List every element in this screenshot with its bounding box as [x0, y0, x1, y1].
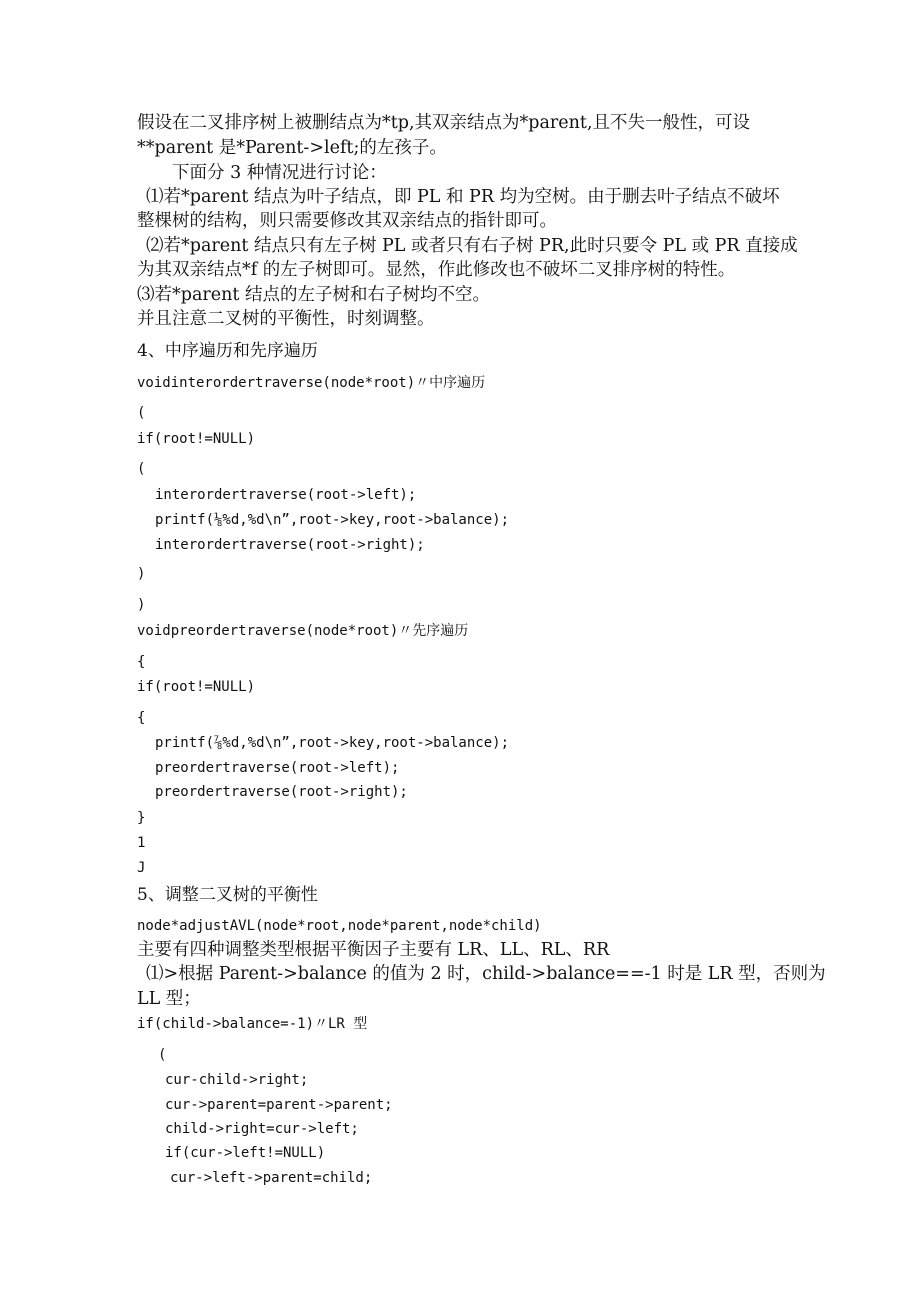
paragraph-line: 主要有四种调整类型根据平衡因子主要有 LR、LL、RL、RR [137, 940, 610, 960]
code-line: ) [137, 597, 146, 613]
code-line: } [137, 810, 146, 826]
code-line: interordertraverse(root->left); [155, 487, 417, 503]
code-line: if(child->balance=-1)〃LR 型 [137, 1016, 368, 1032]
code-line: ) [137, 566, 146, 582]
code-line: if(root!=NULL) [137, 679, 256, 695]
code-line: preordertraverse(root->right); [155, 784, 408, 800]
code-line: node*adjustAVL(node*root,node*parent,node*child) [137, 918, 542, 934]
code-line: printf(⅛%d,%d\n”,root->key,root->balance); [155, 512, 510, 528]
code-line: J [137, 860, 146, 876]
code-line: interordertraverse(root->right); [155, 537, 425, 553]
code-line: 1 [137, 835, 146, 851]
code-line: ( [137, 461, 146, 477]
paragraph-line: 并且注意二叉树的平衡性，时刻调整。 [137, 309, 435, 329]
code-line: if(cur->left!=NULL) [165, 1145, 326, 1161]
code-line: cur->parent=parent->parent; [165, 1097, 393, 1113]
paragraph-line: 整棵树的结构，则只需要修改其双亲结点的指针即可。 [137, 211, 557, 231]
code-line: voidpreordertraverse(node*root)〃先序遍历 [137, 623, 469, 639]
paragraph-line: ⑴若*parent 结点为叶子结点，即 PL 和 PR 均为空树。由于删去叶子结点不破坏 [146, 187, 780, 207]
paragraph-line: 为其双亲结点*f 的左子树即可。显然，作此修改也不破坏二叉排序树的特性。 [137, 260, 736, 280]
code-line: ( [137, 405, 146, 421]
code-line: child->right=cur->left; [165, 1121, 359, 1137]
code-line: { [137, 710, 146, 726]
code-line: cur-child->right; [165, 1072, 309, 1088]
paragraph-line: 下面分 3 种情况进行讨论： [172, 163, 387, 183]
paragraph-line: 假设在二叉排序树上被删结点为*tp,其双亲结点为*parent,且不失一般性，可设 [137, 113, 751, 133]
paragraph-line: ⑴>根据 Parent->balance 的值为 2 时，child->balance==-1 时是 LR 型，否则为 [146, 964, 826, 984]
code-line: cur->left->parent=child; [170, 1170, 373, 1186]
paragraph-line: LL 型； [137, 989, 201, 1009]
code-line: voidinterordertraverse(node*root)〃中序遍历 [137, 375, 486, 391]
code-line: if(root!=NULL) [137, 431, 256, 447]
code-line: preordertraverse(root->left); [155, 760, 400, 776]
paragraph-line: ⑶若*parent 结点的左子树和右子树均不空。 [137, 285, 490, 305]
section-heading: 4、中序遍历和先序遍历 [137, 341, 318, 361]
paragraph-line: ⑵若*parent 结点只有左子树 PL 或者只有右子树 PR,此时只要令 PL 或 PR 直接成 [146, 236, 798, 256]
code-line: { [137, 654, 146, 670]
code-line: ( [158, 1047, 167, 1063]
code-line: printf(⅞%d,%d\n”,root->key,root->balance); [155, 735, 510, 751]
section-heading: 5、调整二叉树的平衡性 [137, 885, 318, 905]
paragraph-line: **parent 是*Parent->left;的左孩子。 [137, 138, 447, 158]
